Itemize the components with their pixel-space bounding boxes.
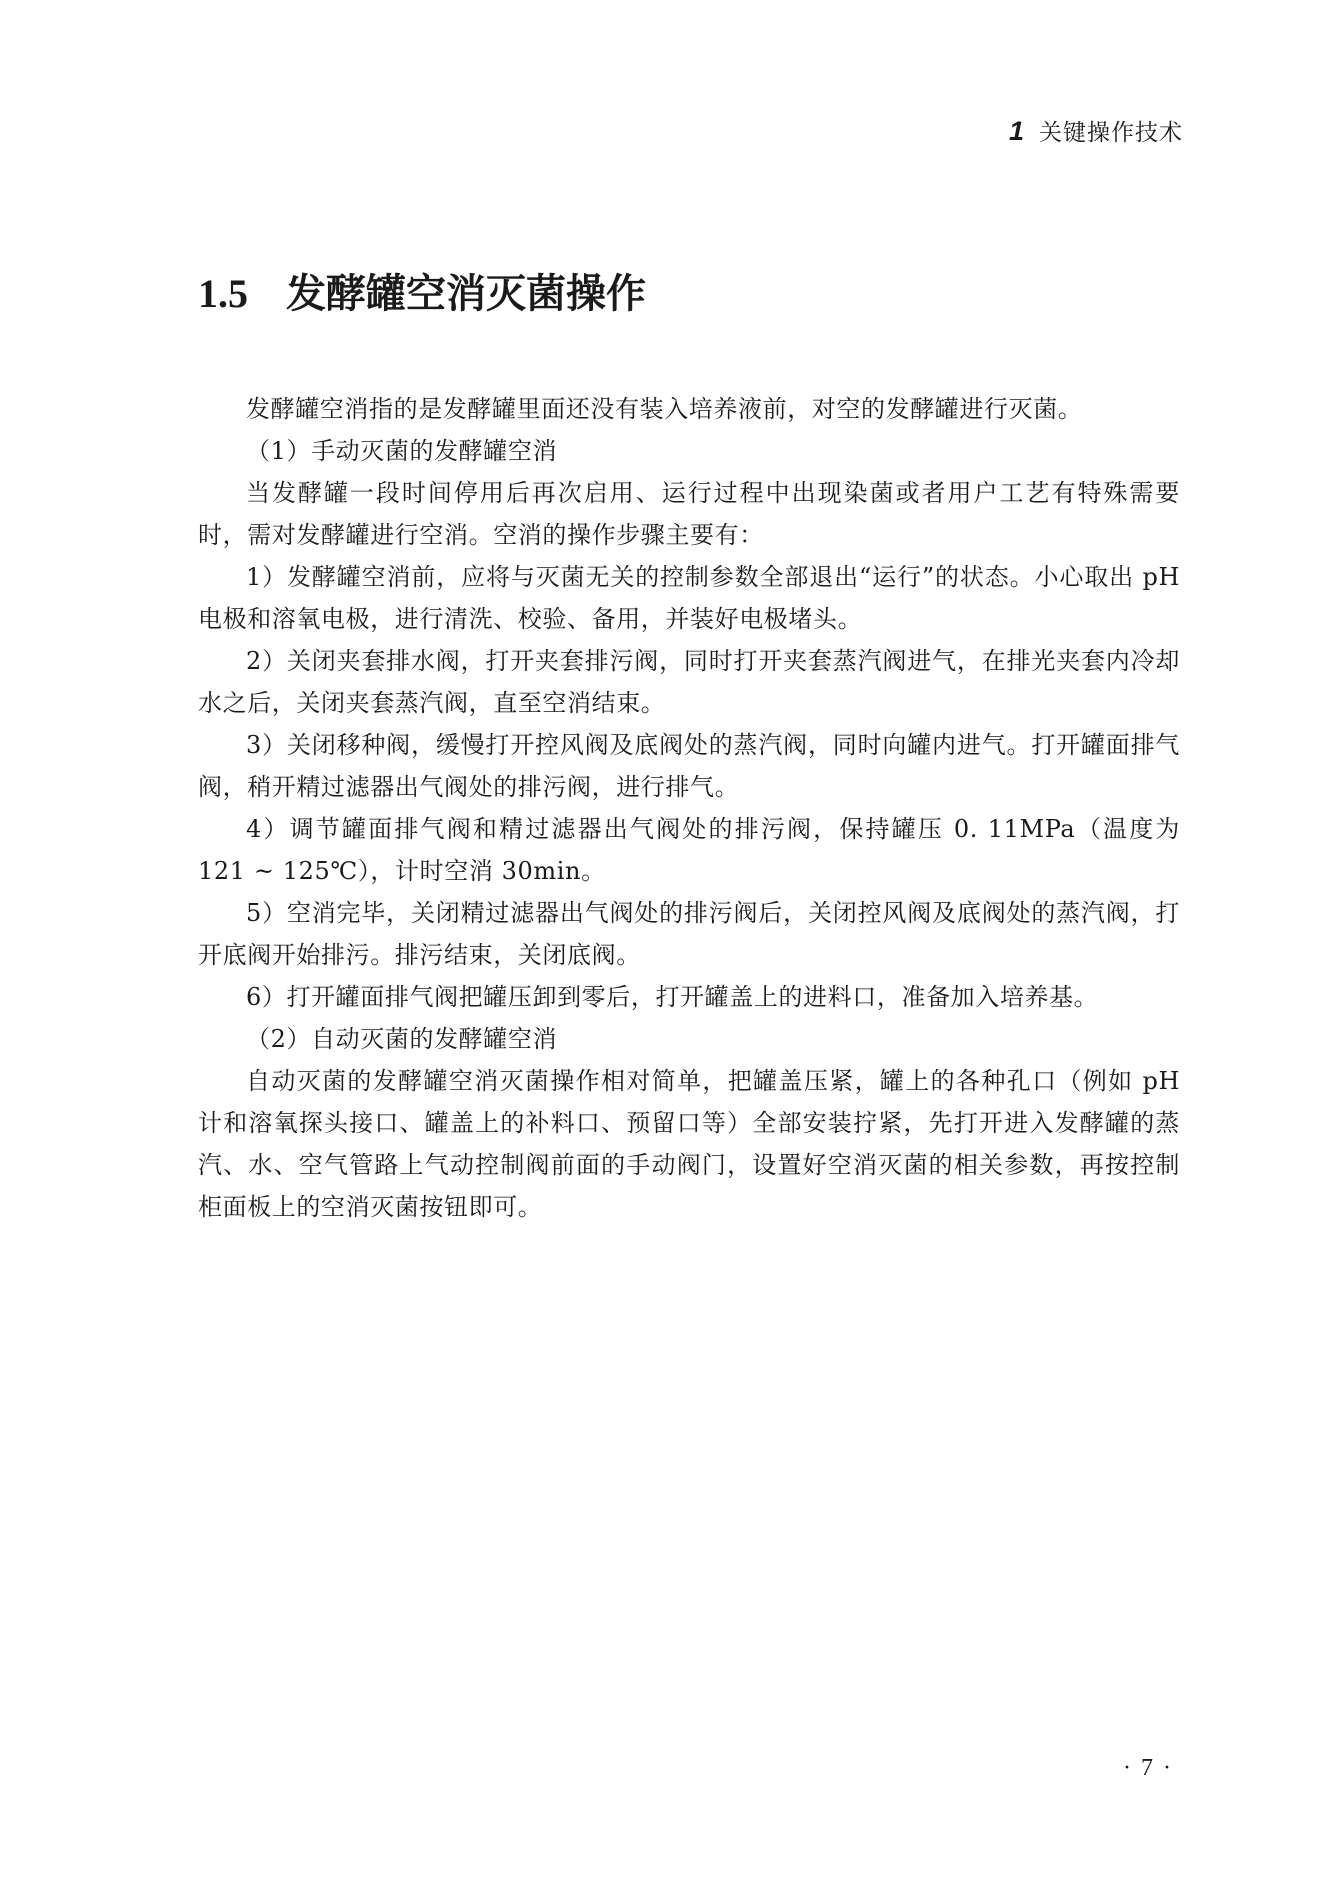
paragraph-manual-context: 当发酵罐一段时间停用后再次启用、运行过程中出现染菌或者用户工艺有特殊需要时，需对发酵罐进行空消。空消的操作步骤主要有： [198, 479, 1180, 549]
step-4: 4）调节罐面排气阀和精过滤器出气阀处的排污阀，保持罐压 0. 11MPa（温度为 121 ~ 125℃），计时空消 30min。 [198, 815, 1180, 885]
paragraph-auto-sterilization: 自动灭菌的发酵罐空消灭菌操作相对简单，把罐盖压紧，罐上的各种孔口（例如 pH 计和溶氧探头接口、罐盖上的补料口、预留口等）全部安装拧紧，先打开进入发酵罐的蒸汽、水、空气管路上气动控制阀前面的手动阀门，设置好空消灭菌的相关参数，再按控制柜面板上的空消灭菌按钮即可。 [198, 1067, 1180, 1221]
section-number: 1.5 [198, 271, 248, 316]
subheading-manual-sterilization: （1）手动灭菌的发酵罐空消 [246, 437, 558, 465]
step-1: 1）发酵罐空消前，应将与灭菌无关的控制参数全部退出“运行”的状态。小心取出 pH 电极和溶氧电极，进行清洗、校验、备用，并装好电极堵头。 [198, 563, 1180, 633]
chapter-title: 关键操作技术 [1039, 120, 1183, 146]
page-number: · 7 · [1123, 1755, 1173, 1781]
step-3: 3）关闭移种阀，缓慢打开控风阀及底阀处的蒸汽阀，同时向罐内进气。打开罐面排气阀，稍开精过滤器出气阀处的排污阀，进行排气。 [198, 731, 1180, 801]
section-title: 发酵罐空消灭菌操作 [286, 270, 646, 317]
running-header [1009, 114, 1183, 147]
section-heading [198, 262, 646, 319]
step-2: 2）关闭夹套排水阀，打开夹套排污阀，同时打开夹套蒸汽阀进气，在排光夹套内冷却水之后，关闭夹套蒸汽阀，直至空消结束。 [198, 647, 1180, 717]
subheading-auto-sterilization: （2）自动灭菌的发酵罐空消 [246, 1025, 558, 1053]
body-text [198, 388, 1180, 1228]
step-6: 6）打开罐面排气阀把罐压卸到零后，打开罐盖上的进料口，准备加入培养基。 [246, 983, 1099, 1011]
chapter-number: 1 [1008, 116, 1025, 146]
paragraph-intro: 发酵罐空消指的是发酵罐里面还没有装入培养液前，对空的发酵罐进行灭菌。 [246, 395, 1083, 423]
step-5: 5）空消完毕，关闭精过滤器出气阀处的排污阀后，关闭控风阀及底阀处的蒸汽阀，打开底阀开始排污。排污结束，关闭底阀。 [198, 899, 1180, 969]
